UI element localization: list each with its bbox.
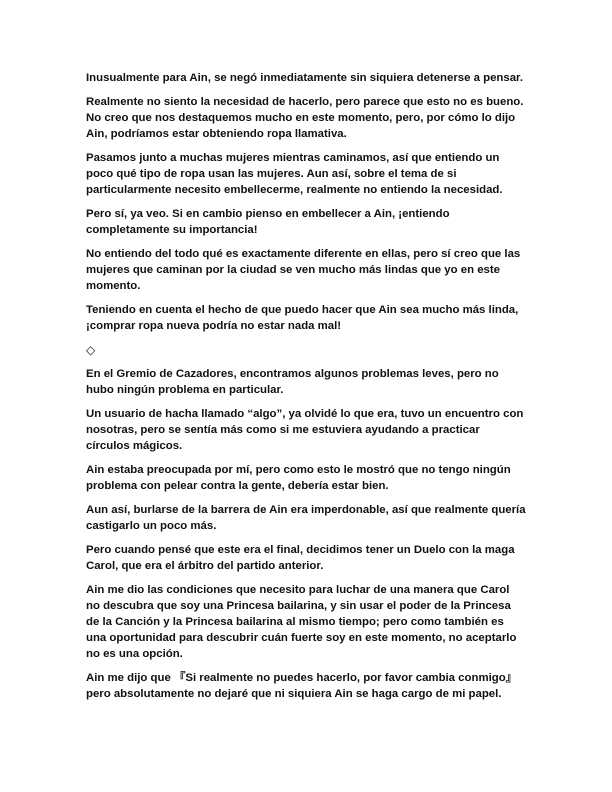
paragraph: Ain estaba preocupada por mí, pero como esto le mostró que no tengo ningún problema con pelear contra la gente, debería estar bien. bbox=[86, 464, 511, 492]
document-body bbox=[86, 70, 526, 710]
paragraph: Aun así, burlarse de la barrera de Ain era imperdonable, así que realmente quería castigarlo un poco más. bbox=[86, 504, 526, 532]
paragraph: No entiendo del todo qué es exactamente diferente en ellas, pero sí creo que las mujeres que caminan por la ciudad se ven mucho más lindas que yo en este momento. bbox=[86, 248, 521, 292]
paragraph: Un usuario de hacha llamado “algo”, ya olvidé lo que era, tuvo un encuentro con nosotras, pero se sentía más como si me estuviera ayudando a practicar círculos mágicos. bbox=[86, 408, 524, 452]
paragraph: En el Gremio de Cazadores, encontramos algunos problemas leves, pero no hubo ningún problema en particular. bbox=[86, 368, 499, 396]
paragraph: Pero sí, ya veo. Si en cambio pienso en embellecer a Ain, ¡entiendo completamente su importancia! bbox=[86, 208, 450, 236]
scene-break-diamond: ◇ bbox=[86, 343, 96, 357]
paragraph: Pero cuando pensé que este era el final, decidimos tener un Duelo con la maga Carol, que era el árbitro del partido anterior. bbox=[86, 544, 515, 572]
paragraph: Inusualmente para Ain, se negó inmediatamente sin siquiera detenerse a pensar. bbox=[86, 72, 523, 84]
paragraph: Ain me dio las condiciones que necesito para luchar de una manera que Carol no descubra que soy una Princesa bailarina, y sin usar el poder de la Princesa de la Canción y la Princesa bailarina al mismo tiempo; pero como también es una oportunidad para descubrir cuán fuerte soy en este momento, no aceptarlo no es una opción. bbox=[86, 584, 517, 660]
paragraph: Realmente no siento la necesidad de hacerlo, pero parece que esto no es bueno. No creo que nos destaquemos mucho en este momento, pero, por cómo lo dijo Ain, podríamos estar obteniendo ropa llamativa. bbox=[86, 96, 524, 140]
paragraph: Teniendo en cuenta el hecho de que puedo hacer que Ain sea mucho más linda, ¡comprar ropa nueva podría no estar nada mal! bbox=[86, 304, 519, 332]
paragraph: Pasamos junto a muchas mujeres mientras caminamos, así que entiendo un poco qué tipo de ropa usan las mujeres. Aun así, sobre el tema de si particularmente necesito embellecerme, realmente no entiendo la necesidad. bbox=[86, 152, 503, 196]
paragraph: Ain me dijo que 『Si realmente no puedes hacerlo, por favor cambia conmigo』 pero absolutamente no dejaré que ni siquiera Ain se haga cargo de mi papel. bbox=[86, 672, 518, 700]
